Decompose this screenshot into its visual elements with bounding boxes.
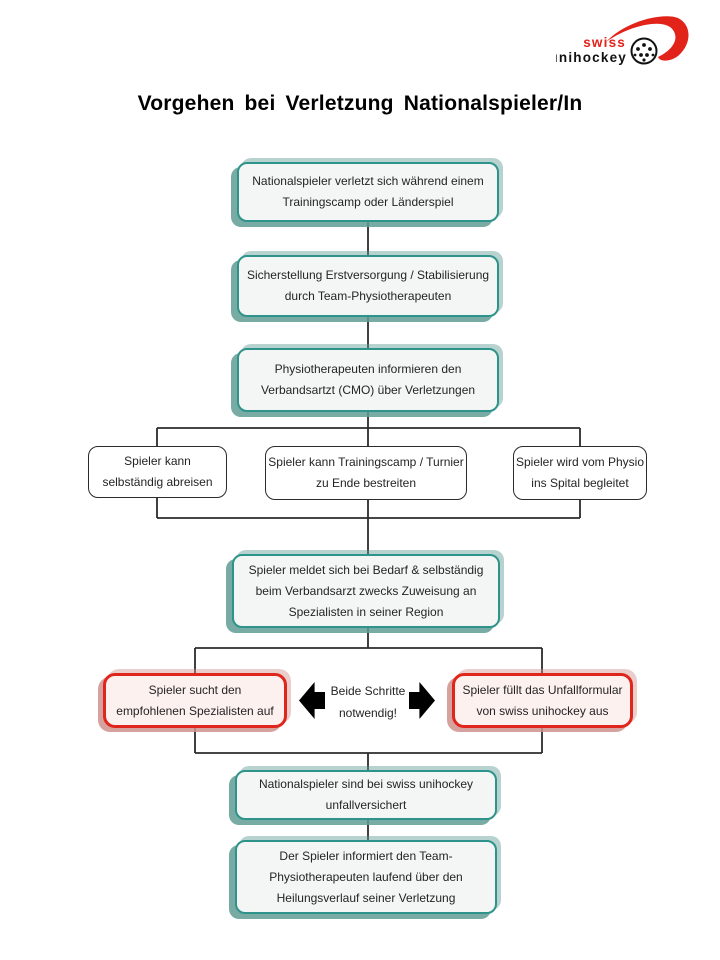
option-finish-tournament-box [265, 446, 467, 500]
step-injury-box [237, 162, 499, 222]
step-text: beim Verbandsarzt zwecks Zuweisung an [255, 583, 477, 598]
both-steps-note [318, 680, 418, 724]
step-text: Physiotherapeuten informieren den [274, 362, 462, 376]
option-text: ins Spital begleitet [531, 476, 629, 490]
step-text: Sicherstellung Erstversorgung / Stabilisierung [246, 268, 490, 282]
step-text: Spieler meldet sich bei Bedarf & selbständig [248, 562, 484, 577]
action-visit-specialist-box [103, 673, 287, 728]
logo-text-unihockey: unihockey [556, 50, 627, 65]
step-text: Verbandsartzt (CMO) über Verletzungen [260, 383, 476, 397]
action-text: empfohlenen Spezialisten auf [116, 703, 274, 718]
step-text: Physiotherapeuten laufend über den [269, 869, 463, 884]
action-text: Spieler füllt das Unfallformular [462, 682, 623, 697]
action-accident-form-box [452, 673, 633, 728]
step-text: Trainingscamp oder Länderspiel [282, 195, 454, 209]
step-inform-cmo-box [237, 348, 499, 412]
step-text: Der Spieler informiert den Team- [279, 848, 453, 863]
step-contact-doctor-box [232, 554, 500, 628]
step-text: Nationalspieler verletzt sich während einem [252, 174, 484, 188]
option-text: Spieler wird vom Physio [515, 455, 645, 469]
action-text: von swiss unihockey aus [476, 703, 609, 718]
option-text: zu Ende bestreiten [315, 476, 417, 490]
step-first-aid-box [237, 255, 499, 317]
option-depart-box [88, 446, 227, 498]
step-insured-box [235, 770, 497, 820]
action-text: Spieler sucht den [148, 682, 242, 697]
option-text: selbständig abreisen [102, 475, 213, 489]
page-title: Vorgehen bei Verletzung Nationalspieler/In [137, 92, 583, 115]
option-hospital-box [513, 446, 647, 500]
step-healing-update-box [235, 840, 497, 914]
step-text: unfallversichert [325, 798, 407, 812]
floorball-icon [632, 39, 657, 64]
note-text: notwendig! [338, 706, 398, 720]
swiss-unihockey-logo [556, 4, 716, 70]
step-text: Spezialisten in seiner Region [288, 604, 444, 619]
option-text: Spieler kann [124, 454, 191, 468]
step-text: Nationalspieler sind bei swiss unihockey [258, 777, 474, 791]
step-text: Heilungsverlauf seiner Verletzung [276, 890, 456, 905]
option-text: Spieler kann Trainingscamp / Turnier [268, 455, 464, 469]
step-text: durch Team-Physiotherapeuten [284, 289, 452, 303]
logo-text-swiss: swiss [583, 35, 626, 50]
note-text: Beide Schritte [330, 684, 406, 698]
